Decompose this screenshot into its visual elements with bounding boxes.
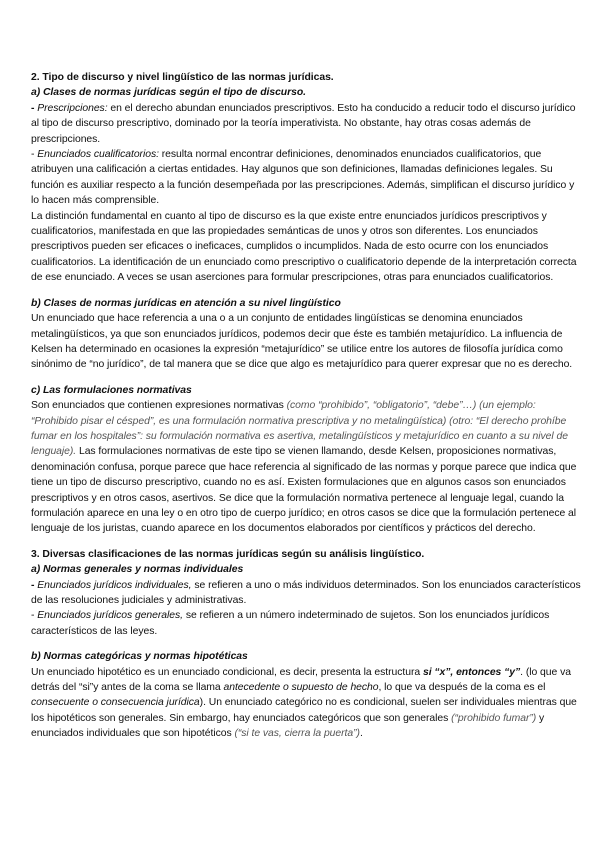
structure-formula: si “x”, entonces “y”: [422, 666, 521, 678]
section-3-title: 3. Diversas clasificaciones de las normas jurídicas según su análisis lingüístico.: [31, 548, 425, 560]
cualificatorios-paragraph: - Enunciados cualificatorios: resulta normal encontrar definiciones, denominados enunciados cualificatorios, que atribuyen una calificación a ciertas entidades. Hay algunos que son definiciones, llamadas definiciones legales. Su función es auxiliar respecto a la función desempeñada por las prescripciones. Además, simplifican el discurso jurídico y lo hacen más comprensible.: [31, 149, 575, 207]
document-body: [31, 70, 583, 742]
generales-term: Enunciados jurídicos generales,: [37, 610, 183, 622]
example-prohibido-fumar: (“prohibido fumar”): [451, 712, 537, 724]
cualificatorios-term: Enunciados cualificatorios:: [37, 149, 159, 161]
individuales-term: Enunciados jurídicos individuales,: [37, 579, 192, 591]
nivel-linguistico-paragraph: Un enunciado que hace referencia a una o a un conjunto de entidades lingüísticas se denomina enunciados metalingüísticos, ya que son enunciados jurídicos, podemos decir que éste es también metajurídico. La influencia de Kelsen ha determinado en ocasiones la expresión “metajurídico” se utilice entre los autores de filosofía jurídica como sinónimo de “no jurídico”, de tal manera que se dice que algo es metajurídico para querer expresar que no es derecho.: [31, 313, 573, 371]
section-2-title: 2. Tipo de discurso y nivel lingüístico de las normas jurídicas.: [31, 72, 334, 83]
prescripciones-term: Prescripciones:: [37, 102, 108, 114]
distinction-paragraph: La distinción fundamental en cuanto al tipo de discurso es la que existe entre enunciados jurídicos prescriptivos y cualificatorios, manifestada en que las propiedades semánticas de unos y otros son diferentes. Los enunciados prescriptivos pueden ser eficaces o ineficaces, cumplidos o incumplidos. Nada de esto ocurre con los enunciados cualificatorios. La identificación de un enunciado como prescriptivo o cualificatorio depende de la interpretación correcta de ese enunciado. A veces se usan aserciones para formular prescripciones, otras para enunciados cualificatorios.: [31, 210, 577, 284]
formulaciones-paragraph: Son enunciados que contienen expresiones normativas (como “prohibido”, “obligatorio”, “debe”…) (un ejemplo: “Prohibido pisar el césped”, es una formulación normativa prescriptiva y no metalingüística) (otro: “El derecho prohíbe fumar en los hospitales”: su formulación normativa es asertiva, metalingüísticos y metajurídico en cuanto a su nivel de lenguaje). Las formulaciones normativas de este tipo se vienen llamando, desde Kelsen, proposiciones normativas, denominación confusa, porque parece que hace referencia al significado de las normas y porque parece que indica que tiene un tipo de discurso prescriptivo, cuando no es así. Existen formulaciones que en algunos casos son enunciados prescriptivos y en otros casos, asertivos. Se dice que la formulación normativa pertenece al lenguaje legal, cuando la formulación aparece en una ley o en otro tipo de cuerpo jurídico; en otros casos se dice que la formulación pertenece al lenguaje de los juristas, cuando aparece en los documentos elaborados por científicos y prácticos del derecho.: [31, 400, 577, 535]
prescripciones-paragraph: - Prescripciones: en el derecho abundan enunciados prescriptivos. Esto ha conducido a reducir todo el discurso jurídico al tipo de discurso prescriptivo, dominado por la teoría imperativista. No obstante, hay otras cosas además de prescripciones.: [31, 102, 576, 145]
consecuente-term: consecuente o consecuencia jurídica: [31, 697, 200, 709]
formulaciones-examples: (como “prohibido”, “obligatorio”, “debe”…) (un ejemplo: “Prohibido pisar el césped”, es una formulación normativa prescriptiva y no metalingüística) (otro: “El derecho prohíbe fumar en los hospitales”: su formulación normativa es asertiva, metalingüísticos y metajurídico en cuanto a su nivel de lenguaje).: [31, 400, 568, 458]
section-2c-title: c) Las formulaciones normativas: [31, 384, 192, 396]
example-cierra-la-puerta: (“si te vas, cierra la puerta”): [234, 728, 360, 740]
section-3b-title: b) Normas categóricas y normas hipotéticas: [31, 651, 248, 663]
section-3a-title: a) Normas generales y normas individuales: [31, 564, 244, 576]
section-2b-title: b) Clases de normas jurídicas en atención a su nivel lingüístico: [31, 297, 341, 309]
generales-paragraph: - Enunciados jurídicos generales, se refieren a un número indeterminado de sujetos. Son los enunciados jurídicos característicos de las leyes.: [31, 610, 550, 637]
antecedente-term: antecedente o supuesto de hecho: [223, 682, 379, 694]
section-2a-title: a) Clases de normas jurídicas según el tipo de discurso.: [31, 87, 306, 99]
hipoteticas-paragraph: Un enunciado hipotético es un enunciado condicional, es decir, presenta la estructura si “x”, entonces “y”. (lo que va detrás del “si”y antes de la coma se llama antecedente o supuesto de hecho, lo que va después de la coma es el consecuente o consecuencia jurídica). Un enunciado categórico no es condicional, suelen ser individuales mientras que los hipotéticos son generales. Sin embargo, hay enunciados categóricos que son generales (“prohibido fumar”) y enunciados individuales que son hipotéticos (“si te vas, cierra la puerta”).: [31, 666, 577, 740]
individuales-paragraph: - Enunciados jurídicos individuales, se refieren a uno o más individuos determinados. Son los enunciados característicos de las resoluciones judiciales y administrativas.: [31, 579, 581, 606]
